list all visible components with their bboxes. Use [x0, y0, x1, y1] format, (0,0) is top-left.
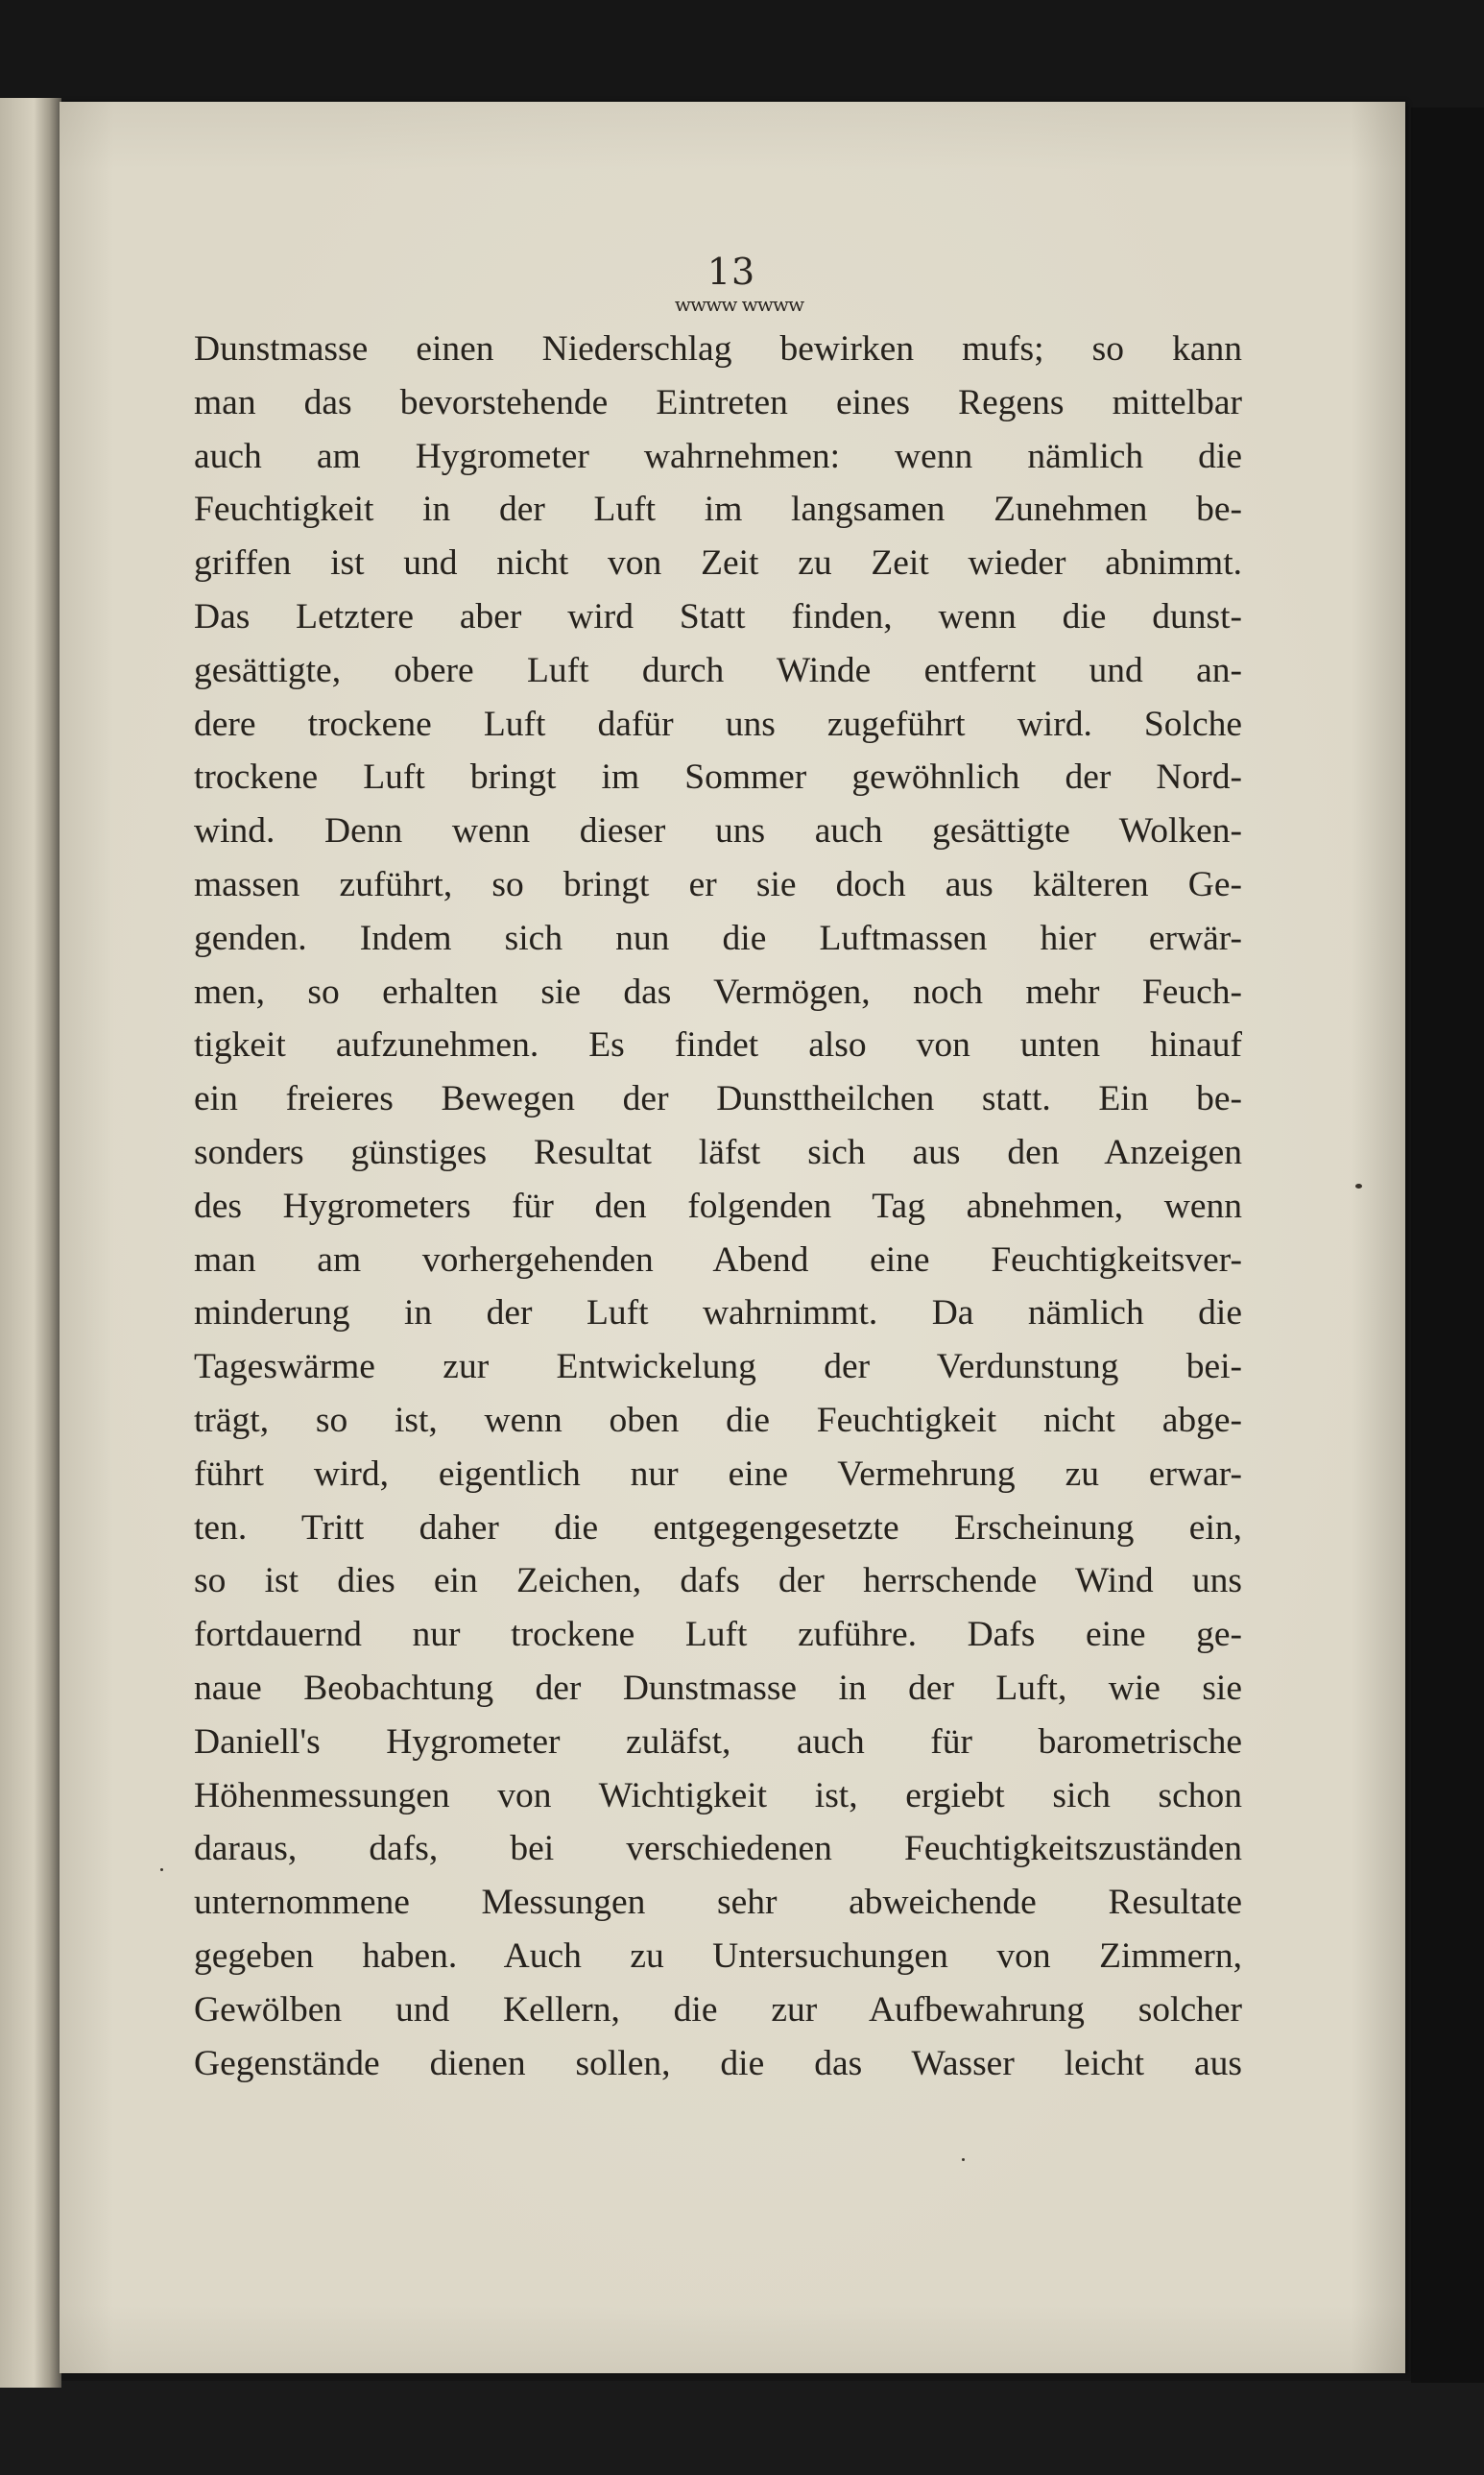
text-line: naue Beobachtung der Dunstmasse in der Luft, wie sie — [194, 1668, 1242, 1708]
text-line: auch am Hygrometer wahrnehmen: wenn nämlich die — [194, 436, 1242, 476]
scan-background-top — [0, 0, 1484, 108]
text-line: Daniell's Hygrometer zuläfst, auch für barometrische — [194, 1721, 1242, 1762]
text-line: Gegenstände dienen sollen, die das Wasser leicht aus — [194, 2043, 1242, 2083]
text-line: des Hygrometers für den folgenden Tag abnehmen, wenn — [194, 1186, 1242, 1226]
text-line: Gewölben und Kellern, die zur Aufbewahrung solcher — [194, 1989, 1242, 2030]
text-line: sonders günstiges Resultat läfst sich aus den Anzeigen — [194, 1132, 1242, 1172]
text-line: gesättigte, obere Luft durch Winde entfernt und an- — [194, 650, 1242, 690]
text-line: Höhenmessungen von Wichtigkeit ist, ergiebt sich schon — [194, 1775, 1242, 1815]
scan-background-bottom — [0, 2381, 1484, 2475]
text-line: ein freieres Bewegen der Dunsttheilchen statt. Ein be- — [194, 1079, 1242, 1119]
body-text — [194, 323, 1242, 2090]
book-page — [60, 102, 1405, 2373]
text-line: Tageswärme zur Entwickelung der Verdunstung bei- — [194, 1347, 1242, 1387]
page-number-ornament: wwww wwww — [674, 294, 804, 315]
text-line: men, so erhalten sie das Vermögen, noch mehr Feuch- — [194, 972, 1242, 1012]
paper-speck — [962, 2158, 965, 2161]
text-line: man das bevorstehende Eintreten eines Regens mittelbar — [194, 382, 1242, 422]
text-line: tigkeit aufzunehmen. Es findet also von unten hinauf — [194, 1025, 1242, 1066]
text-line: trockene Luft bringt im Sommer gewöhnlich der Nord- — [194, 757, 1242, 798]
text-line: massen zuführt, so bringt er sie doch aus kälteren Ge- — [194, 864, 1242, 904]
text-line: Feuchtigkeit in der Luft im langsamen Zunehmen be- — [194, 490, 1242, 530]
facing-page-edge — [0, 98, 61, 2388]
text-line: griffen ist und nicht von Zeit zu Zeit wieder abnimmt. — [194, 543, 1242, 584]
text-line: wind. Denn wenn dieser uns auch gesättigte Wolken- — [194, 811, 1242, 852]
text-line: gegeben haben. Auch zu Untersuchungen von Zimmern, — [194, 1935, 1242, 1976]
text-line: minderung in der Luft wahrnimmt. Da nämlich die — [194, 1293, 1242, 1334]
paper-speck — [160, 1868, 163, 1871]
page-number: 13 — [706, 251, 756, 293]
scan-background-right — [1411, 108, 1484, 2383]
text-line: man am vorhergehenden Abend eine Feuchtigkeitsver- — [194, 1239, 1242, 1280]
text-line: Das Letztere aber wird Statt finden, wenn die dunst- — [194, 596, 1242, 637]
text-line: Dunstmasse einen Niederschlag bewirken mufs; so kann — [194, 329, 1242, 369]
paper-speck — [1355, 1184, 1362, 1189]
text-line: daraus, dafs, bei verschiedenen Feuchtigkeitszuständen — [194, 1829, 1242, 1869]
text-line: fortdauernd nur trockene Luft zuführe. Dafs eine ge- — [194, 1615, 1242, 1655]
text-line: ten. Tritt daher die entgegengesetzte Erscheinung ein, — [194, 1507, 1242, 1548]
text-line: so ist dies ein Zeichen, dafs der herrschende Wind uns — [194, 1561, 1242, 1601]
text-line: genden. Indem sich nun die Luftmassen hier erwär- — [194, 918, 1242, 958]
text-line: unternommene Messungen sehr abweichende Resultate — [194, 1883, 1242, 1923]
text-line: führt wird, eigentlich nur eine Vermehrung zu erwar- — [194, 1454, 1242, 1494]
text-line: trägt, so ist, wenn oben die Feuchtigkeit nicht abge- — [194, 1400, 1242, 1440]
text-line: dere trockene Luft dafür uns zugeführt wird. Solche — [194, 704, 1242, 744]
